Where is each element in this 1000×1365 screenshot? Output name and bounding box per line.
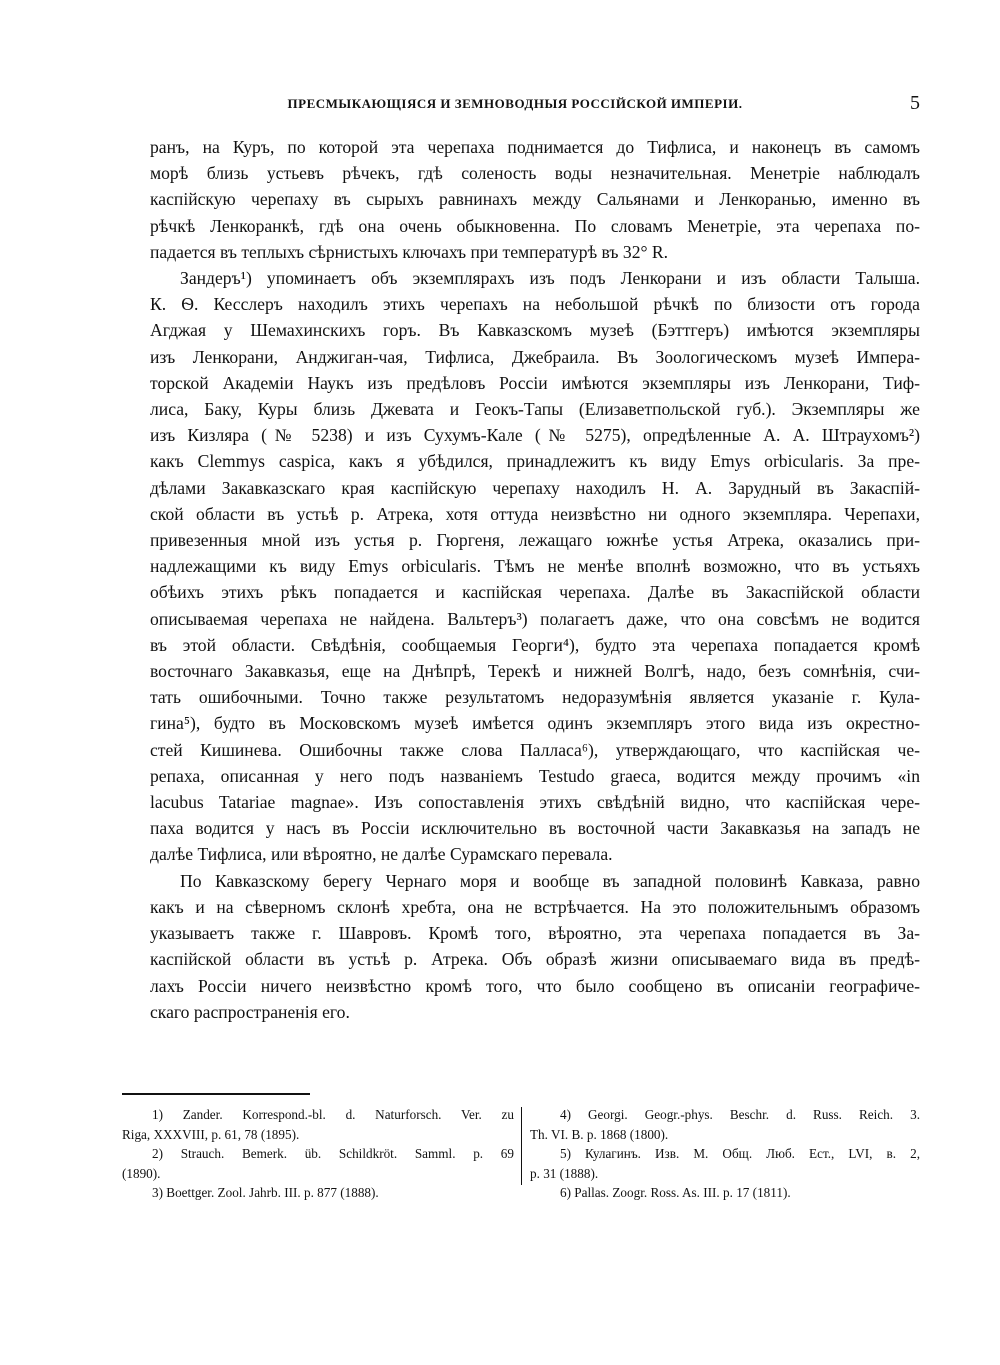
- text-line: тать ошибочными. Точно также результатомъ недоразумѣнія является указаніе г. Кула-: [150, 687, 920, 708]
- text-line: Зандеръ¹) упоминаетъ объ экземплярахъ изъ подъ Ленкорани и изъ области Талыша.: [180, 268, 920, 289]
- text-line: дѣлами Закавказскаго края каспійскую черепаху находилъ Н. А. Зарудный въ Закаспій-: [150, 477, 920, 498]
- text-line: изъ Кизляра (№ 5238) и изъ Сухумъ-Кале (№ 5275), опредѣленные А. А. Штраухомъ²): [150, 425, 920, 446]
- text-line: падается въ теплыхъ сѣрнистыхъ ключахъ при температурѣ въ 32° R.: [150, 241, 669, 262]
- paragraph: [150, 265, 920, 868]
- main-text: [150, 134, 920, 1025]
- text-line: Агджая у Шемахинскихъ горъ. Въ Кавказскомъ музеѣ (Бэттгеръ) имѣются экземпляры: [150, 320, 920, 341]
- text-line: К. Ѳ. Кесслеръ находилъ этихъ черепахъ на небольшой рѣчкѣ по близости отъ города: [150, 294, 920, 315]
- text-line: какъ Clemmys caspica, какъ я убѣдился, принадлежитъ къ виду Emys orbicularis. За пре-: [150, 451, 920, 472]
- text-line: надлежащими къ виду Emys orbicularis. Тѣмъ не менѣе вполнѣ возможно, что въ устьяхъ: [150, 556, 920, 577]
- running-title: ПРЕСМЫКАЮЩІЯСЯ И ЗЕМНОВОДНЫЯ РОССІЙСКОЙ ИМПЕРІИ.: [287, 96, 743, 111]
- text-line: далѣе Тифлиса, или вѣроятно, не далѣе Сурамскаго перевала.: [150, 844, 613, 865]
- footnote-5: 5) Кулагинъ. Изв. М. Общ. Люб. Ест., LVI, в. 2, p. 31 (1888).: [530, 1146, 920, 1181]
- footnotes-left-column: [122, 1105, 514, 1203]
- footnotes-right-column: [530, 1105, 920, 1203]
- text-line: морѣ близь устьевъ рѣчекъ, гдѣ соленость воды незначительная. Менетріе наблюдалъ: [150, 163, 920, 184]
- text-line: репаха, описанная у него подъ названіемъ Testudo graeca, водится между прочимъ «in: [150, 765, 920, 786]
- footnote-2: 2) Strauch. Bemerk. üb. Schildkröt. Samml. p. 69 (1890).: [122, 1146, 514, 1181]
- footnote-1: 1) Zander. Korrespond.-bl. d. Naturforsch. Ver. zu Riga, XXXVIII, p. 61, 78 (1895).: [122, 1107, 514, 1142]
- text-line: какъ и на сѣверномъ склонѣ хребта, она не встрѣчается. На это положительнымъ образомъ: [150, 896, 920, 917]
- text-line: паха водится у насъ въ Россіи исключительно въ восточной части Закавказья на западъ не: [150, 818, 920, 839]
- text-line: восточнаго Закавказья, еще на Днѣпрѣ, Терекѣ и нижней Волгѣ, надо, безъ сомнѣнія, счи-: [150, 661, 920, 682]
- footnote-rule: [122, 1093, 310, 1095]
- text-line: лиса, Баку, Куры близь Джевата и Геокъ-Тапы (Елизаветпольской губ.). Экземпляры же: [150, 399, 920, 420]
- text-line: скаго распространенія его.: [150, 1001, 350, 1022]
- text-line: въ этой области. Свѣдѣнія, сообщаемыя Георги⁴), будто эта черепаха попадается кромѣ: [150, 634, 920, 655]
- text-line: описываемая черепаха не найдена. Вальтеръ³) полагаетъ даже, что она совсѣмъ не водится: [150, 608, 920, 629]
- text-line: ранъ, на Куръ, по которой эта черепаха поднимается до Тифлиса, и наконецъ въ самомъ: [150, 137, 920, 157]
- text-line: гина⁵), будто въ Московскомъ музеѣ имѣется одинъ экземпляръ этого вида изъ окрестно-: [150, 713, 920, 734]
- footnote-4: 4) Georgi. Geogr.-phys. Beschr. d. Russ. Reich. 3. Th. VI. B. p. 1868 (1800).: [530, 1107, 920, 1142]
- text-line: По Кавказскому берегу Чернаго моря и вообще въ западной половинѣ Кавказа, равно: [180, 870, 920, 891]
- footnote-6: 6) Pallas. Zoogr. Ross. As. III. p. 17 (1811).: [560, 1185, 791, 1200]
- text-line: стей Кишинева. Ошибочны также слова Палласа⁶), утверждающаго, что каспійская че-: [150, 739, 920, 760]
- paragraph: [150, 134, 920, 265]
- text-line: торской Академіи Наукъ изъ предѣловъ Россіи имѣются экземпляры изъ Ленкорани, Тиф-: [150, 372, 920, 393]
- text-line: каспійскую черепаху въ сырыхъ равнинахъ между Сальянами и Ленкоранью, именно въ: [150, 189, 920, 210]
- text-line: обѣихъ этихъ рѣкъ попадается и каспійская черепаха. Далѣе въ Закаспійской области: [150, 582, 920, 603]
- text-line: lacubus Tatariae magnae». Изъ сопоставленія этихъ свѣдѣній видно, что каспійская чере-: [150, 792, 920, 813]
- footnote-3: 3) Boettger. Zool. Jahrb. III. p. 877 (1888).: [152, 1185, 379, 1200]
- text-line: рѣчкѣ Ленкоранкѣ, гдѣ она очень обыкновенна. По словамъ Менетріе, эта черепаха по-: [150, 215, 920, 236]
- text-line: каспійской области въ устьѣ р. Атрека. Объ образѣ жизни описываемаго вида въ предѣ-: [150, 949, 920, 970]
- footnote-column-divider: [521, 1107, 522, 1185]
- running-header: [150, 92, 920, 116]
- text-line: лахъ Россіи ничего неизвѣстно кромѣ того, что было сообщено въ описаніи географиче-: [150, 975, 920, 996]
- text-line: ской области въ устьѣ р. Атрека, хотя оттуда неизвѣстно ни одного экземпляра. Черепахи,: [150, 503, 920, 524]
- text-line: указываетъ также г. Шавровъ. Кромѣ того, вѣроятно, эта черепаха попадается въ За-: [150, 923, 920, 944]
- page-number: 5: [910, 92, 920, 114]
- text-line: привезенныя мной изъ устья р. Гюргеня, лежащаго южнѣе устья Атрека, оказались при-: [150, 530, 920, 551]
- paragraph: [150, 868, 920, 1025]
- text-line: изъ Ленкорани, Анджиган-чая, Тифлиса, Джебраила. Въ Зоологическомъ музеѣ Импера-: [150, 346, 920, 367]
